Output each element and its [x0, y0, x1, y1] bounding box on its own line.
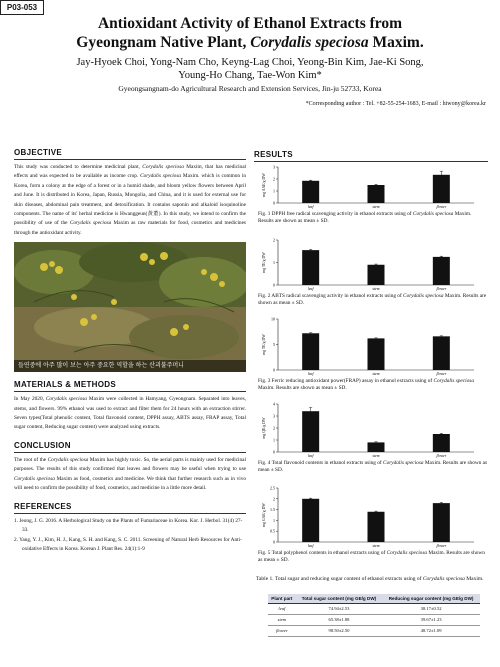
- flavonoid-chart: [256, 400, 488, 460]
- bar-flower: [433, 503, 450, 542]
- species-name: Corydalis speciosa: [140, 173, 182, 180]
- table-cell: 65.38±1.88: [296, 614, 382, 625]
- fig-3-caption-post: Maxim. Results are shown as mean ± SD.: [258, 385, 347, 391]
- title-line-2-pre: Gyeongnam Native Plant,: [76, 34, 251, 51]
- x-tick-label: flower: [436, 205, 447, 209]
- x-tick-label: flower: [436, 544, 447, 548]
- poster-title: [20, 14, 480, 52]
- table-cell: flower: [268, 625, 296, 636]
- figure-5-caption: [256, 550, 488, 564]
- y-axis-label: mg AAE/g DW: [262, 173, 266, 197]
- x-tick-label: leaf: [307, 287, 314, 291]
- species-name: Corydalis speciosa: [142, 164, 184, 170]
- x-tick-label: flower: [436, 372, 447, 376]
- table-header-row: [268, 594, 480, 603]
- y-axis-label: mg QE/g DW: [262, 417, 266, 439]
- bar-stem: [368, 442, 385, 452]
- title-species-name: Corydalis speciosa: [250, 34, 369, 51]
- results-heading: RESULTS: [254, 150, 488, 162]
- table-caption-pre: Table 1. Total sugar and reducing sugar content of ethanol extracts using of: [256, 576, 423, 582]
- x-tick-label: leaf: [307, 544, 314, 548]
- column-header: Reducing sugar content (mg GE/g DW): [382, 594, 480, 603]
- table-cell: 38.17±0.52: [382, 603, 480, 614]
- fig-3-caption-species: Corydalis speciosa: [433, 378, 474, 384]
- fig-3-caption-pre: Fig. 3 Ferric reducing antioxidant power(FRAP) assay in ethanol extracts using of: [258, 378, 434, 384]
- table-cell: 74.94±2.53: [296, 603, 382, 614]
- y-tick-label: 2: [273, 496, 275, 502]
- objective-text: This study was conducted to determine medicinal plant, Corydalis speciosa Maxim, that has medicinal effects and was expected to be available as income crop. Corydalis speciosa Maxim. which is common in Korea, form a colony at the edge of a forest or in a humid shade, and bloom yellow flowers between April and June. It is distributed in Korea, Japan, Russia, Mongolia, and China, and it is used for external use for skin diseases, abdominal pain treatment, and detoxification. It contains saponin and alkaloid isoquinoline components. The name of its' herbal medicine is Hwanggeun(黃董). In this study, we intend to confirm the possibility of use of the Corydalis speciosa Maxim as raw materials for food, cosmetics and medicines through the antioxidant activity.: [14, 164, 247, 236]
- table-row: [268, 625, 480, 636]
- fig-2-caption-species: Corydalis speciosa: [403, 293, 444, 299]
- bar-leaf: [302, 499, 319, 542]
- table-caption-species: Corydalis speciosa: [422, 576, 465, 582]
- authors-line-1: Jay-Hyoek Choi, Yong-Nam Cho, Keyng-Lag Choi, Yeong-Bin Kim, Jae-Ki Song,: [76, 57, 424, 68]
- species-name: Corydalis speciosa: [47, 456, 89, 463]
- column-header: Total sugar content (mg GE/g DW): [296, 594, 382, 603]
- bar-stem: [368, 265, 385, 285]
- reference-item: 1. Jeong, J. G. 2016. A Herbological Study on the Plants of Fumariaceae in Korea. Kor. J. Herbol. 31(4) 27-33.: [14, 517, 243, 533]
- fig-4-caption-pre: Fig. 4 Total flavonoid contents in ethanol extracts using of: [258, 460, 384, 466]
- bar-flower: [433, 336, 450, 370]
- figure-4-caption: [256, 460, 488, 474]
- table-row: [268, 603, 480, 614]
- corresponding-author: *Corresponding author : Tel. +82-55-254-1683, E-mail : hiwony@korea.kr: [305, 101, 486, 107]
- table-cell: leaf: [268, 603, 296, 614]
- y-axis-label: mg GAE/g DW: [262, 503, 266, 527]
- authors-line-2: Young-Ho Chang, Tae-Won Kim*: [178, 70, 322, 81]
- x-tick-label: flower: [436, 287, 447, 291]
- table-cell: 48.72±1.09: [382, 625, 480, 636]
- conclusion-text: The root of the Corydalis speciosa Maxim has highly toxic. So, the aerial parts is mainly used for medicinal purposes. The results of this study confirmed that leaves and flowers may be useful when trying to use Corydalis speciosa Maxim as food, cosmetics and medicine. We think that further research such as in vivo will need to confirm the possibility of food, cosmetics, and medicine in a little more detail.: [14, 456, 246, 492]
- y-tick-label: 1.5: [270, 507, 275, 513]
- y-axis-label: mg TE/g DW: [262, 334, 266, 355]
- table-cell: stem: [268, 614, 296, 625]
- y-tick-label: 4: [273, 401, 275, 407]
- bar-stem: [368, 512, 385, 542]
- y-tick-label: 3: [273, 413, 275, 419]
- polyphenol-chart: [256, 484, 488, 550]
- table-1-caption: [256, 576, 488, 583]
- y-tick-label: 0: [273, 539, 275, 545]
- dpph-chart: [256, 163, 488, 211]
- bar-stem: [368, 185, 385, 203]
- figure-2: [256, 236, 488, 307]
- figure-4: [256, 400, 488, 474]
- fig-5-caption-post: Maxim. Results are shown as mean ± SD.: [258, 550, 485, 563]
- plant-photo: [14, 242, 246, 372]
- fig-4-caption-post: Maxim. Results are shown as mean ± SD.: [258, 460, 488, 473]
- methods-text: In May 2020, Corydalis speciosa Maxim were collected in Hamyang, Gyeongnam. Separated into leaves, stems, and flowers. 99% ethanol was used to extract and filter them for 24 hours with an extraction stirrer. Seven types(Total phenolic content, Total flavonoid content, DPPH assay, ABTS assay, FRAP assay, Total sugar content, Reducing sugar content) were analyzed using extracts.: [14, 396, 247, 431]
- x-tick-label: leaf: [307, 205, 314, 209]
- figure-1: [256, 163, 488, 225]
- title-line-1: Antioxidant Activity of Ethanol Extracts from: [97, 15, 403, 32]
- x-tick-label: stem: [372, 205, 380, 209]
- fig-1-caption-post: Maxim. Results are shown as mean ± SD.: [258, 211, 472, 224]
- bar-flower: [433, 257, 450, 285]
- title-line-2-post: Maxim.: [368, 34, 424, 51]
- table-cell: 39.67±1.23: [382, 614, 480, 625]
- frap-chart: [256, 315, 488, 378]
- methods-heading: MATERIALS & METHODS: [14, 380, 246, 392]
- fig-2-caption-pre: Fig. 2 ABTS radical scavenging activity in ethanol extracts using of: [258, 293, 404, 299]
- abts-chart: [256, 236, 488, 293]
- bar-flower: [433, 434, 450, 452]
- bar-flower: [433, 175, 450, 203]
- species-name: Corydalis speciosa: [69, 220, 112, 227]
- species-name: Corydalis speciosa: [45, 396, 87, 403]
- conclusion-heading: CONCLUSION: [14, 441, 246, 453]
- table-cell: 98.50±2.50: [296, 625, 382, 636]
- x-tick-label: stem: [372, 287, 380, 291]
- figure-1-caption: [256, 211, 488, 225]
- y-tick-label: 1: [273, 188, 275, 194]
- y-tick-label: 0: [273, 367, 275, 373]
- left-column: [14, 148, 246, 555]
- figure-2-caption: [256, 293, 488, 307]
- figure-5: [256, 484, 488, 564]
- y-tick-label: 0.5: [270, 528, 275, 534]
- bar-leaf: [302, 411, 319, 452]
- table-row: [268, 614, 480, 625]
- y-tick-label: 0: [273, 200, 275, 206]
- author-list: [20, 56, 480, 82]
- bar-stem: [368, 338, 385, 370]
- x-tick-label: stem: [372, 544, 380, 548]
- bar-leaf: [302, 250, 319, 285]
- table-caption-post: Maxim.: [464, 576, 484, 582]
- reference-item: 2. Yang, Y. J., Kim, H. J., Kang, S. H. and Kang, S. C. 2011. Screening of Natural Herb Resources for Anti-oxidative Effects in Korea. Korean J. Plant Res. 24(1):1-9: [14, 536, 242, 552]
- x-tick-label: stem: [372, 454, 380, 458]
- fig-2-caption-post: Maxim. Results are shown as mean ± SD.: [258, 293, 487, 306]
- poster-code-tag: P03-053: [0, 0, 44, 15]
- sugar-content-table: [268, 594, 480, 637]
- x-tick-label: leaf: [307, 454, 314, 458]
- y-tick-label: 2: [273, 237, 275, 243]
- x-tick-label: leaf: [307, 372, 314, 376]
- y-tick-label: 2: [273, 425, 275, 431]
- references-heading: REFERENCES: [14, 502, 246, 514]
- y-tick-label: 1: [273, 517, 275, 523]
- affiliation: Gyeongsangnam-do Agricultural Research and Extension Services, Jin-ju 52733, Korea: [118, 84, 382, 93]
- reference-list: [14, 517, 246, 554]
- y-tick-label: 3: [273, 164, 275, 170]
- y-tick-label: 5: [273, 342, 275, 347]
- fig-5-caption-species: Corydalis speciosa: [386, 550, 428, 556]
- title-line-2: [20, 33, 480, 52]
- objective-heading: OBJECTIVE: [14, 148, 246, 160]
- column-header: Plant part: [268, 594, 296, 603]
- figure-3: [256, 315, 488, 392]
- y-tick-label: 2: [273, 176, 275, 182]
- x-tick-label: flower: [436, 454, 447, 458]
- y-tick-label: 1: [273, 260, 275, 265]
- y-tick-label: 1: [273, 437, 275, 443]
- photo-caption: 들연중에 아주 많이 보는 아주 중요한 역할을 하는 산괴불주머니: [14, 360, 246, 372]
- y-tick-label: 2.5: [270, 485, 275, 491]
- x-tick-label: stem: [372, 372, 380, 376]
- fig-4-caption-species: Corydalis speciosa: [383, 460, 424, 466]
- y-axis-label: mg TE/g DW: [262, 252, 266, 273]
- bar-leaf: [302, 333, 319, 370]
- plant-photo-illustration: [14, 242, 246, 372]
- y-tick-label: 0: [273, 282, 275, 288]
- y-tick-label: 0: [273, 449, 275, 455]
- fig-1-caption-species: Corydalis speciosa: [412, 211, 454, 217]
- figure-3-caption: [256, 378, 488, 392]
- fig-1-caption-pre: Fig. 1 DPPH free radical scavenging activity in ethanol extracts using of: [258, 211, 413, 217]
- y-tick-label: 10: [271, 316, 275, 322]
- species-name: Corydalis speciosa: [14, 475, 55, 482]
- bar-leaf: [302, 181, 319, 203]
- fig-5-caption-pre: Fig. 5 Total polyphenol contents in ethanol extracts using of: [258, 550, 387, 556]
